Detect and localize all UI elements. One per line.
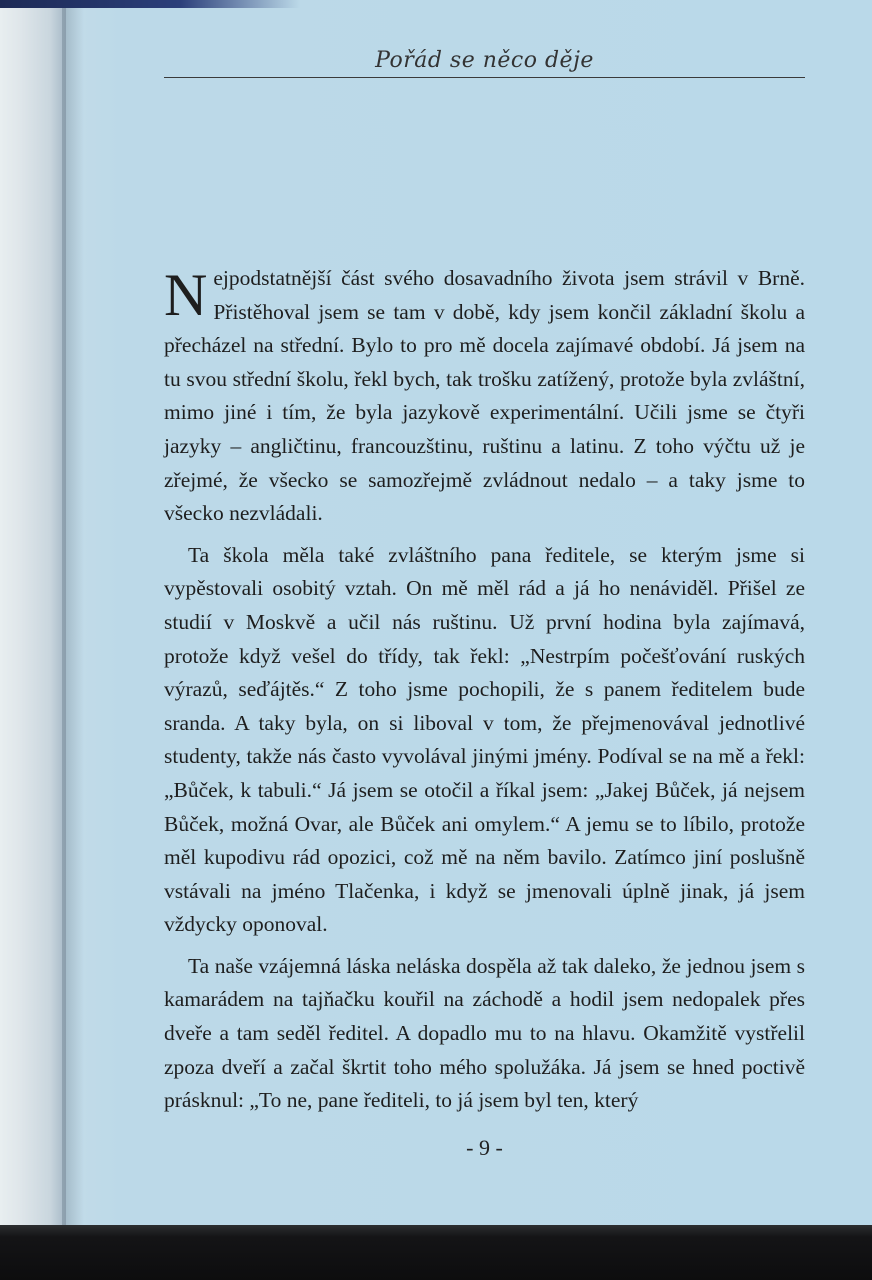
page-number: - 9 - bbox=[466, 1135, 503, 1160]
body-text bbox=[164, 262, 805, 1126]
book-spine bbox=[0, 0, 66, 1225]
paragraph-2: Ta škola měla také zvláštního pana ředitele, se kterým jsme si vypěstovali osobitý vztah. On mě měl rád a já ho nenáviděl. Přišel ze studií v Moskvě a učil nás ruštinu. Už první hodina byla zajímavá, protože když vešel do třídy, tak řekl: „Nestrpím počešťování ruských výrazů, seďájtěs.“ Z toho jsme pochopili, že s panem ředitelem bude sranda. A taky byla, on si liboval v tom, že přejmenovával jednotlivé studenty, takže nás často vyvolával jinými jmény. Podíval se na mě a řekl: „Bůček, k tabuli.“ Já jsem se otočil a říkal jsem: „Jakej Bůček, já nejsem Bůček, možná Ovar, ale Bůček ani omylem.“ A jemu se to líbilo, protože měl kupodivu rád opozici, což mě na něm bavilo. Zatímco jiní poslušně vstávali na jméno Tlačenka, i když se jmenovali úplně jinak, já jsem vždycky oponoval. bbox=[164, 542, 805, 937]
paragraph-3: Ta naše vzájemná láska neláska dospěla až tak daleko, že jednou jsem s kamarádem na tajňačku kouřil na záchodě a hodil jsem nedopalek přes dveře a tam seděl ředitel. A dopadlo mu to na hlavu. Okamžitě vystřelil zpoza dveří a začal škrtit toho mého spolužáka. Já jsem se hned poctivě prásknul: „To ne, pane řediteli, to já jsem byl ten, který bbox=[164, 953, 805, 1113]
paragraph-1-text: ejpodstatnější část svého dosavadního života jsem strávil v Brně. Přistěhoval jsem se tam v době, kdy jsem končil základní školu a přecházel na střední. Bylo to pro mě docela zajímavé období. Já jsem na tu svou střední školu, řekl bych, tak trošku zatížený, protože byla zvláštní, mimo jiné i tím, že byla jazykově experimentální. Učili jsme se čtyři jazyky – angličtinu, francouzštinu, ruštinu a latinu. Z toho výčtu už je zřejmé, že všecko se samozřejmě zvládnout nedalo – a taky jsme to všecko nezvládali. bbox=[164, 266, 805, 526]
running-header: Pořád se něco děje bbox=[375, 48, 594, 73]
dark-background bbox=[0, 1225, 872, 1280]
drop-cap: N bbox=[164, 262, 208, 328]
spine-shadow bbox=[62, 0, 84, 1225]
paragraph-1 bbox=[164, 262, 805, 531]
header-rule bbox=[164, 77, 805, 78]
cover-edge bbox=[0, 0, 300, 8]
